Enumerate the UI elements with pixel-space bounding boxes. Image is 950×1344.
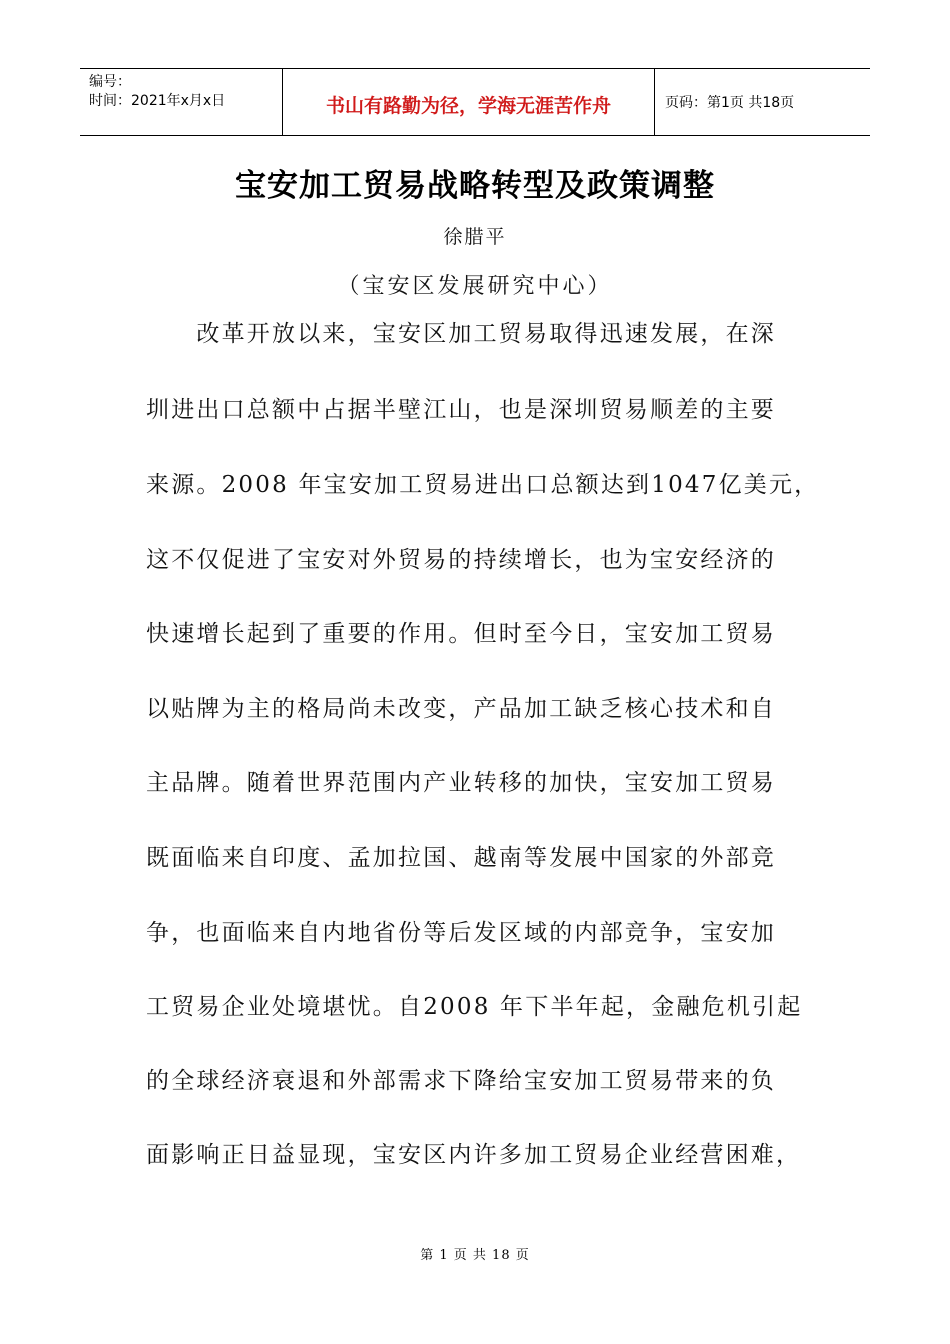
body-line: 快速增长起到了重要的作用。但时至今日，宝安加工贸易 [146, 621, 776, 647]
header-motto-cell [283, 69, 655, 135]
header-table [80, 68, 870, 136]
document-number-label: 编号： [89, 74, 131, 90]
header-meta-cell [80, 69, 283, 135]
document-title: 宝安加工贸易战略转型及政策调整 [235, 168, 715, 204]
body-line: 改革开放以来，宝安区加工贸易取得迅速发展，在深 [146, 321, 776, 347]
body-line: 争，也面临来自内地省份等后发区域的内部竞争，宝安加 [146, 920, 776, 946]
document-affiliation: （宝安区发展研究中心） [337, 274, 613, 299]
body-line: 既面临来自印度、孟加拉国、越南等发展中国家的外部竞 [146, 845, 776, 871]
body-line: 圳进出口总额中占据半壁江山，也是深圳贸易顺差的主要 [146, 397, 776, 423]
body-line: 主品牌。随着世界范围内产业转移的加快，宝安加工贸易 [146, 770, 776, 796]
header-motto: 书山有路勤为径，学海无涯苦作舟 [325, 94, 611, 117]
body-line: 这不仅促进了宝安对外贸易的持续增长，也为宝安经济的 [146, 547, 776, 573]
body-line: 以贴牌为主的格局尚未改变，产品加工缺乏核心技术和自 [146, 696, 776, 722]
page-footer: 第 1 页 共 18 页 [420, 1248, 530, 1263]
body-line: 工贸易企业处境堪忧。自2008 年下半年起，金融危机引起 [146, 994, 803, 1020]
document-author: 徐腊平 [443, 226, 507, 248]
body-line: 来源。2008 年宝安加工贸易进出口总额达到1047亿美元， [146, 472, 820, 498]
header-page-info: 页码：第1页 共18页 [665, 95, 795, 111]
body-line: 面影响正日益显现，宝安区内许多加工贸易企业经营困难， [146, 1142, 802, 1168]
body-line: 的全球经济衰退和外部需求下降给宝安加工贸易带来的负 [146, 1068, 776, 1094]
header-page-cell [655, 69, 870, 135]
document-date-label: 时间：2021年x月x日 [89, 93, 226, 109]
